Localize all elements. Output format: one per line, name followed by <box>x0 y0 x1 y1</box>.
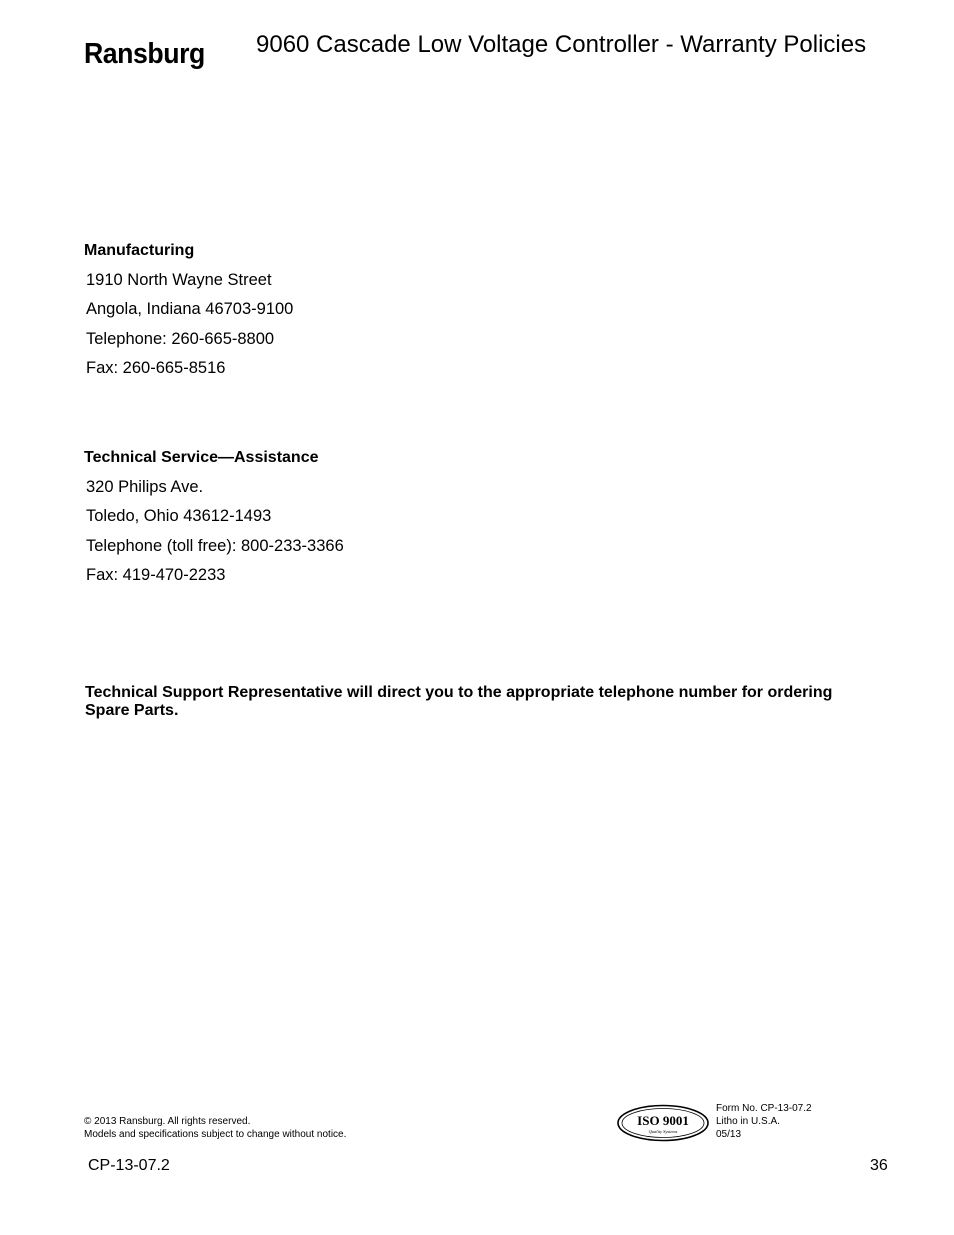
page-title: 9060 Cascade Low Voltage Controller - Warranty Policies <box>256 31 867 58</box>
disclaimer-text: Models and specifications subject to change without notice. <box>84 1129 347 1140</box>
manufacturing-fax: Fax: 260-665-8516 <box>86 359 226 377</box>
technical-service-address-street: 320 Philips Ave. <box>86 478 204 496</box>
manufacturing-address-city: Angola, Indiana 46703-9100 <box>86 300 294 318</box>
technical-service-telephone: Telephone (toll free): 800-233-3366 <box>86 537 344 555</box>
brand-logo: Ransburg <box>84 38 205 70</box>
spare-parts-note: Technical Support Representative will direct you to the appropriate telephone number for ordering Spare Parts. <box>85 684 833 719</box>
litho-text: Litho in U.S.A. <box>716 1116 780 1127</box>
iso-seal-text: ISO 9001 <box>637 1113 689 1128</box>
iso-seal-subtext: Quality Systems <box>648 1129 678 1134</box>
manufacturing-heading: Manufacturing <box>84 242 195 259</box>
technical-service-address-city: Toledo, Ohio 43612-1493 <box>86 507 272 525</box>
iso-9001-seal-icon <box>617 1104 709 1142</box>
document-code: CP-13-07.2 <box>88 1157 170 1174</box>
copyright-text: © 2013 Ransburg. All rights reserved. <box>84 1116 251 1127</box>
manufacturing-address-street: 1910 North Wayne Street <box>86 271 272 289</box>
print-date: 05/13 <box>716 1129 742 1140</box>
manufacturing-telephone: Telephone: 260-665-8800 <box>86 330 275 348</box>
form-number: Form No. CP-13-07.2 <box>716 1103 812 1114</box>
technical-service-fax: Fax: 419-470-2233 <box>86 566 226 584</box>
technical-service-heading: Technical Service—Assistance <box>84 449 319 466</box>
page-number: 36 <box>870 1157 888 1174</box>
